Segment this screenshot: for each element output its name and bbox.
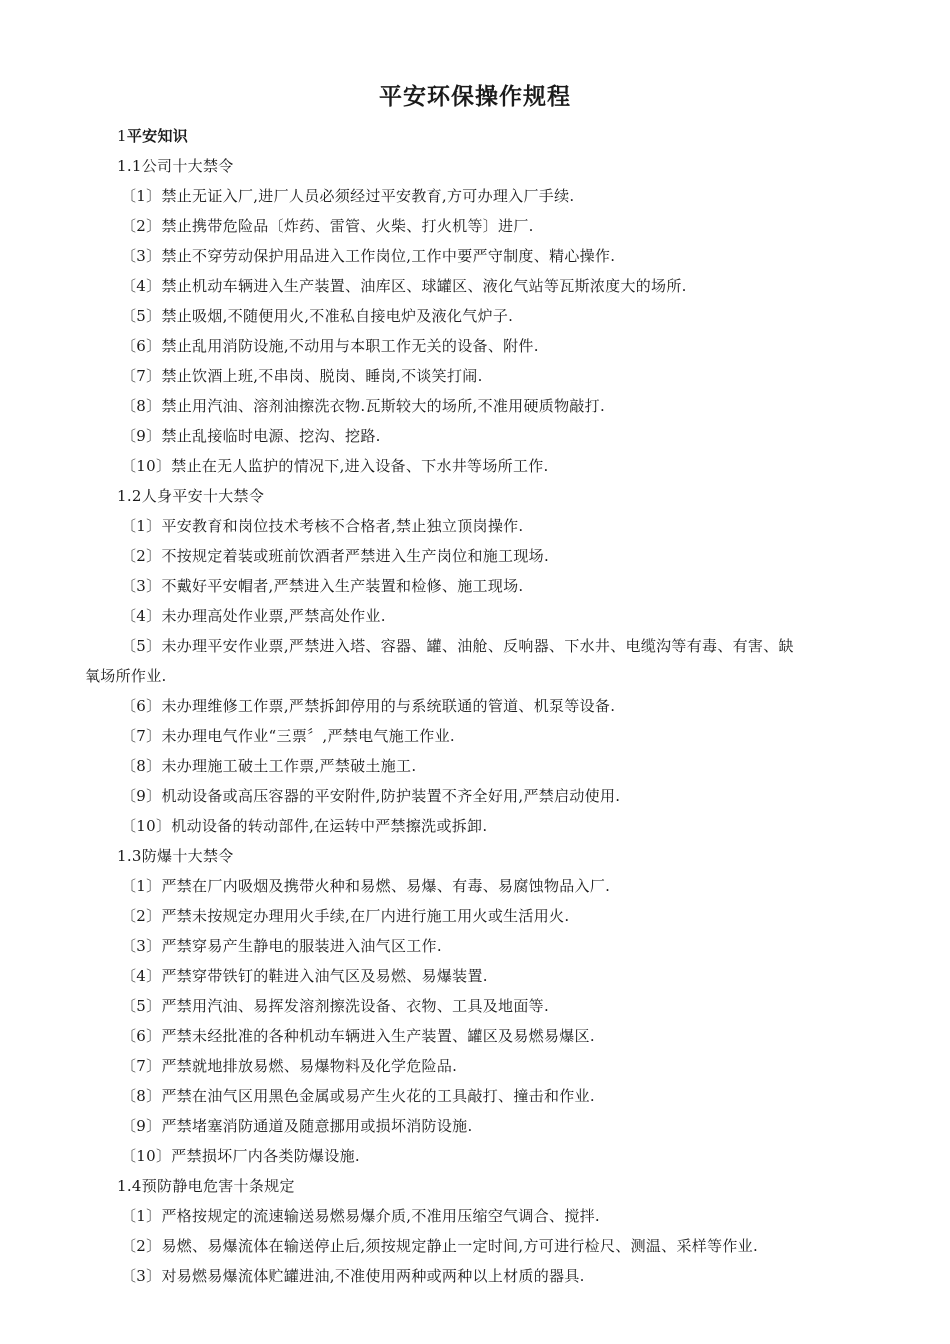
subsection-heading: 1.3防爆十大禁令 — [117, 847, 234, 865]
paragraph-line: 〔3〕禁止不穿劳动保护用品进入工作岗位,工作中要严守制度、精心操作. — [121, 247, 616, 265]
paragraph-line: 〔3〕不戴好平安帽者,严禁进入生产装置和检修、施工现场. — [121, 577, 524, 595]
paragraph-line: 〔6〕未办理维修工作票,严禁拆卸停用的与系统联通的管道、机泵等设备. — [121, 697, 616, 715]
paragraph-line: 氧场所作业. — [85, 667, 167, 685]
paragraph-line: 〔1〕平安教育和岗位技术考核不合格者,禁止独立顶岗操作. — [121, 517, 524, 535]
section-heading-number: 1 — [117, 127, 127, 145]
paragraph-line: 〔5〕未办理平安作业票,严禁进入塔、容器、罐、油舱、反响器、下水井、电缆沟等有毒、有害、缺 — [121, 637, 794, 655]
paragraph-line: 〔8〕禁止用汽油、溶剂油擦洗衣物.瓦斯较大的场所,不准用硬质物敲打. — [121, 397, 606, 415]
paragraph-line: 〔8〕未办理施工破土工作票,严禁破土施工. — [121, 757, 417, 775]
paragraph-line: 〔10〕机动设备的转动部件,在运转中严禁擦洗或拆卸. — [121, 817, 488, 835]
paragraph-line: 〔3〕对易燃易爆流体贮罐进油,不准使用两种或两种以上材质的器具. — [121, 1267, 585, 1285]
paragraph-line: 〔2〕易燃、易爆流体在输送停止后,须按规定静止一定时间,方可进行检尺、测温、采样等作业. — [121, 1237, 759, 1255]
paragraph-line: 〔7〕严禁就地排放易燃、易爆物料及化学危险品. — [121, 1057, 458, 1075]
paragraph-line: 〔2〕禁止携带危险品〔炸药、雷管、火柴、打火机等〕进厂. — [121, 217, 534, 235]
paragraph-line: 〔1〕禁止无证入厂,进厂人员必须经过平安教育,方可办理入厂手续. — [121, 187, 575, 205]
paragraph-line: 〔2〕不按规定着装或班前饮酒者严禁进入生产岗位和施工现场. — [121, 547, 550, 565]
paragraph-line: 〔7〕禁止饮酒上班,不串岗、脱岗、睡岗,不谈笑打闹. — [121, 367, 483, 385]
paragraph-line: 〔9〕严禁堵塞消防通道及随意挪用或损坏消防设施. — [121, 1117, 473, 1135]
subsection-heading: 1.4预防静电危害十条规定 — [117, 1177, 295, 1195]
paragraph-line: 〔4〕禁止机动车辆进入生产装置、油库区、球罐区、液化气站等瓦斯浓度大的场所. — [121, 277, 687, 295]
paragraph-line: 〔9〕机动设备或高压容器的平安附件,防护装置不齐全好用,严禁启动使用. — [121, 787, 621, 805]
paragraph-line: 〔4〕未办理高处作业票,严禁高处作业. — [121, 607, 386, 625]
paragraph-line: 〔6〕严禁未经批准的各种机动车辆进入生产装置、罐区及易燃易爆区. — [121, 1027, 595, 1045]
paragraph-line: 〔8〕严禁在油气区用黑色金属或易产生火花的工具敲打、撞击和作业. — [121, 1087, 595, 1105]
paragraph-line: 〔1〕严格按规定的流速输送易燃易爆介质,不准用压缩空气调合、搅拌. — [121, 1207, 600, 1225]
section-heading-1 — [117, 126, 188, 146]
paragraph-line: 〔7〕未办理电气作业“三票〞,严禁电气施工作业. — [121, 727, 455, 745]
paragraph-line: 〔5〕严禁用汽油、易挥发溶剂擦洗设备、衣物、工具及地面等. — [121, 997, 550, 1015]
paragraph-line: 〔5〕禁止吸烟,不随便用火,不准私自接电炉及液化气炉子. — [121, 307, 514, 325]
subsection-heading: 1.2人身平安十大禁令 — [117, 487, 265, 505]
page-title: 平安环保操作规程 — [379, 84, 571, 110]
paragraph-line: 〔4〕严禁穿带铁钉的鞋进入油气区及易燃、易爆装置. — [121, 967, 488, 985]
paragraph-line: 〔9〕禁止乱接临时电源、挖沟、挖路. — [121, 427, 381, 445]
paragraph-line: 〔6〕禁止乱用消防设施,不动用与本职工作无关的设备、附件. — [121, 337, 539, 355]
paragraph-line: 〔10〕严禁损坏厂内各类防爆设施. — [121, 1147, 360, 1165]
section-heading-text: 平安知识 — [126, 127, 189, 145]
paragraph-line: 〔1〕严禁在厂内吸烟及携带火种和易燃、易爆、有毒、易腐蚀物品入厂. — [121, 877, 611, 895]
subsection-heading: 1.1公司十大禁令 — [117, 157, 234, 175]
paragraph-line: 〔10〕禁止在无人监护的情况下,进入设备、下水井等场所工作. — [121, 457, 549, 475]
paragraph-line: 〔3〕严禁穿易产生静电的服装进入油气区工作. — [121, 937, 442, 955]
paragraph-line: 〔2〕严禁未按规定办理用火手续,在厂内进行施工用火或生活用火. — [121, 907, 570, 925]
